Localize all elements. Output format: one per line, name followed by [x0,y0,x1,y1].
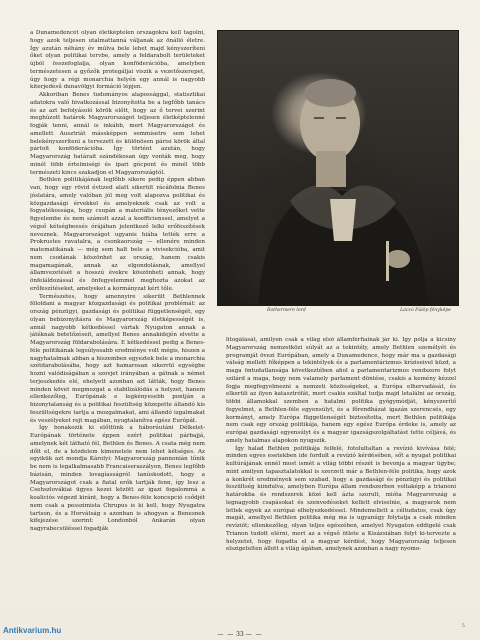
paragraph: Természetes, hogy amennyire sikerült Bethlennek föloldani a magyar közgazdasági és politikai problémát: az ország pénzügyi, gazdasági és politikai függetlenségét, egy olyan bebizonyításra és Magyarország életképességét is, annál nagyobb kétkedéssel vártak Nyugaton annak a játéknak betetőzéseit, amellyel Benes annakidején elvette a Magyarország földarabolására. E kétkedéssel pedig a Benes-féle politikának legsúlyosabb eredménye volt mégis, hiszen a nagyhatalmak abban a hiszemben egyeztek bele a monarchia szétdarabolásába, hogy azt hamarosan sikerrül egységbe hozni valódiságában a szovjet irányában a gátnak a német terjeszkedés elé, ehelyett azonban azt látták, hogy Benes minden követ megmozgat a stabilizálódás a helyzet, hanem ellenkezőleg, Európának e legkényesebb pontján a bizonytalanság és a politikai feszültség közepette állandó kis feszültségekre tartja a mozgalmakat, ami állandó izgalmakat és veszélyeket rejt magában, nyugtalanítva egész Európát. [30,293,205,424]
paragraph: Bethlen politikájának legfőbb sikere pedig éppen abban van, hogy egy rövid évtized alatt sikerült rácáfolnia Benes jóslatára, amely valóban jól meg volt alapozva politikai és közgazdasági érvekkel és amelyeknek csak az volt a fogyatékossága, hogy csupán a materiális tényezőket vette figyelembe és nem számolt azzal a koefficienssel, amelyet a végső kétségbeesés órájában jelentkező lelki erőfeszítések neveznek. Magyarországot ugyanis hiába tették erre a Prokrustes ravatalra, a csonkaország — ellenére minden matematikának — még sem halt bele a vivisekcióba, amit nem csodának köszönhet az ország, hanem csakis magamagának, annak az elgondolásnak, amellyel államvezetését a hosszú évekre köszönheti annak, hogy önfeláldozással és önfegyelemmel meghozta azokat az erőfeszítéseket, amelyeket a kormányzat kért tőle. [30,177,205,292]
paragraph: Így halad Bethlen politikája felfelé, fotolultaltan a revízió kivívása felé; minden egyes esetekben ide fordult a revízió kérdésében, sőt a nyugat politikai kultúrájának ennél most ismét a világ többi részét is bevonja a magyar ügybe; mint amilyen tapasztalatokkal is szerzett már a Bethlen-féle politika, hogy azok a konkrét eredmények sem szabad, hogy a gazdasági és pénzügyi és politikai feszültség kiindulva, amelyben Európa állam rendszerben voltaképp a trianoni határokba és rendszerek közé kell ázta szorult, mióta Magyarország a legnagyobb csapásokat és szenvedéseket kellett elviselnie, a magyarok nem lettek egyek az európai elhelyezkedéssel. Mindemellett a céltudatos, csak úgy magát, amellyel Bethlen politika még ma is ugyanúgy folytatja a csak minden revíziót; ellenkezőleg, olyan teljes egészében, amelyet Nyugaton eddigelé csak Trianon tudott elérni, mert az a végső ötlete a Kisázsiában folyt ki-tervezte a helyzetet, hogy fogadta el a magyar kérdést, hogy Magyarország teljesen elszigetelten állott a világ ágában, amelynek azonban a nagy nyomo- [226,445,456,553]
page-number [0,631,480,640]
paragraph: Így bonakozik ki előttünk a háborúutáni Délkelet-Európának története éppen ezért politikai párbajjá, amelynek két látható fél, Bethlen és Benes. A csata még nem dőlt el, de a közdelem kimenetele nem lehet kétséges. Az egyikük azt mondja Károlyi: Magyarország pannonián tűnik be nem is legalkalmasabb Francaiseraszályon, Benes legfőbb bázisán, minden lovagíasságról tanúskodott, hogy a Magyarországot csak a fiatal erők tartják fenn, így lesz a Csehszlovákiai ügyes kezei között az igazi fogalommá a koaliciós végezd kiránt, hogy a Benes-féle koncepció csődjét nem csak a pesszimista Chrupus is ki kell, hogy Nyugatra tartson, és a Horvátság s azonban is ahogyan a Benesnek kifejezése szerint: Londonból Ankarán olyan nagyrabecsüléssel fogadják [30,425,205,532]
paragraph: litogálását, amilyen csak a világ első államférfiainak jár ki. Így pólja a kicsiny Magyarország nemzetközi súlyát az a tekintély, amely Bethlen személyét és programját övezi Európában, amely a Dunamedence, hogy már ma a gazdasági válság mellett főképpen a tekintélyek és a parlamentárizmus kríziseivel küzd, a maga öntudatlansága következtében ahol a parlamentarizmus rendszere folyt szilárd a maga, hogy nem valamely parlament döntése, csakis a kemény kézzel fogja megfegyelmezni a nemzeti közösségeket, a Európa elhervadását, és elkerüli az ilyen katasztrófát, mert csakis ezáltal tudja majd letalálni az ország, többi államokkal szemben a hatalmi politika gyógymódját, kényszerítő fegyelmet, a Bethlen-féle egyensúlyt, és a főrendházat igazán szerencsés, egy kormányt, amely Európa függetlenségét biztosította, mert Bethlen politikája nem csak egy ország politikája, hanem egy egész Európa érdeke is, amely az európai gazdasági egyensúlyt és a magyar igazságszolgáltatást tette céljává, és amely hatalmas alapokon nyugszik. [226,337,456,444]
paragraph: Akkoriban Benes tudományos alapossággal, statisztikai adatokra való hivatkozással bizonyította be a legfőbb tanács és az azt befolyásoló körök előtt, hogy az ő tervei szerint meghúzott határok Magyarországot teljesen életképtelenné fogják tenni, annál is inkább, mert Magyarországot és amellett Ausztriát mássképpen semmisetre sem lehet belekényszeríteni a tervezett és különösen párisi körök által pártolt konföderációba. Így történt azután, hogy Magyarország határait szándékosan úgy vonták meg, hogy minél több értelmiségi és ipari gócpont és minél több természeti kincs szakadjon el Magyarországtól. [30,92,205,176]
portrait-illustration [218,31,458,305]
caption-name: Rothermere lord [267,308,306,313]
page-number-dashes-right: — — [245,631,263,638]
photo-caption [217,308,457,318]
portrait-figure [217,30,457,330]
page-number-value: 33 [236,631,244,638]
paragraph: a Dunamedencét olyan életképtelen országokra kell tagolni, hogy azok teljesen utalmattanná váljanak az önálló életre. Így azután néhány év múlva bele lehet majd kényszeríteni őket olyan politikai tervbe, amely a feldarabolt területeket újból összefoglalja, olyan konföderációba, amelyben természetesen a győzők protegáljai viszik a vezetőszerepet, úgy hogy a régi monarchia helyén egy annál is nagyobb kiterjedésű dunavölgyi formáció lépjen. [30,30,205,91]
margin-mark: 5 [462,624,465,629]
watermark-logo: Antikvarium.hu [3,626,62,635]
page-number-dashes-left: — — [217,631,235,638]
portrait-photo [217,30,459,306]
left-text-column [30,30,205,630]
right-text-column [226,337,456,629]
photo-credit: Láczó Fülöp fényképe [400,308,451,313]
